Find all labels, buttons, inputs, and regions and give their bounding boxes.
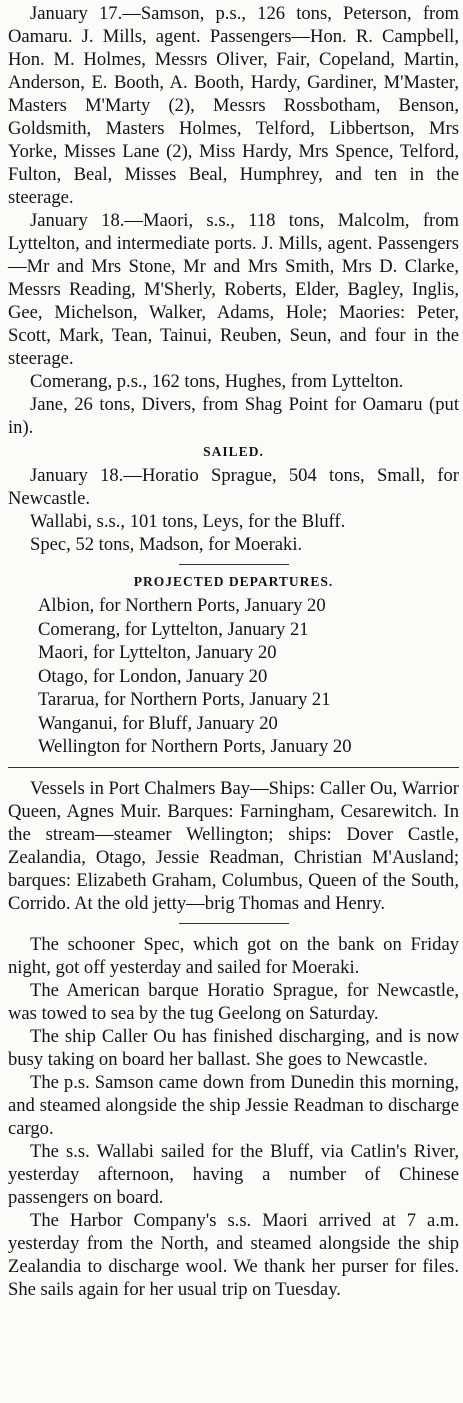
section-divider (179, 923, 289, 924)
vessels-in-port: Vessels in Port Chalmers Bay—Ships: Caller Ou, Warrior Queen, Agnes Muir. Barques: Farningham, Cesarewitch. In the stream—steamer Wellington; ships: Dover Castle, Zealandia, Otago, Jessie Readman, Christian M'Ausland; barques: Elizabeth Graham, Columbus, Queen of the South, Corrido. At the old jetty—brig Thomas and Henry. (8, 777, 459, 914)
departures-heading: PROJECTED DEPARTURES. (133, 574, 334, 589)
news-samson: The p.s. Samson came down from Dunedin this morning, and steamed alongside the ship Jessie Readman to discharge cargo. (8, 1071, 459, 1139)
departure-tararua: Tararua, for Northern Ports, January 21 (38, 689, 331, 710)
departures-list (8, 594, 459, 759)
departure-maori: Maori, for Lyttelton, January 20 (38, 642, 277, 663)
news-maori: The Harbor Company's s.s. Maori arrived at 7 a.m. yesterday from the North, and steamed alongside the ship Zealandia to discharge wool. We thank her purser for files. She sails again for her usual trip on Tuesday. (8, 1209, 459, 1300)
departure-wellington: Wellington for Northern Ports, January 20 (38, 736, 352, 757)
arrival-maori: January 18.—Maori, s.s., 118 tons, Malcolm, from Lyttelton, and intermediate ports. J. Mills, agent. Passengers—Mr and Mrs Stone, Mr and Mrs Smith, Mrs D. Clarke, Messrs Reading, M'Sherly, Roberts, Elder, Bagley, Inglis, Gee, Michelson, Walker, Adams, Hole; Maories: Peter, Scott, Mark, Tean, Tainui, Reuben, Seun, and four in the steerage. (8, 210, 459, 369)
departure-albion: Albion, for Northern Ports, January 20 (38, 595, 326, 616)
arrivals-section (8, 2, 459, 439)
sailed-section (8, 464, 459, 556)
departure-comerang: Comerang, for Lyttelton, January 21 (38, 618, 309, 640)
section-divider (179, 564, 289, 565)
sailed-heading: SAILED. (203, 444, 264, 459)
news-horatio-sprague: The American barque Horatio Sprague, for Newcastle, was towed to sea by the tug Geelong on Saturday. (8, 979, 459, 1024)
sailed-wallabi: Wallabi, s.s., 101 tons, Leys, for the Bluff. (30, 511, 346, 532)
departure-wanganui: Wanganui, for Bluff, January 20 (38, 712, 278, 734)
arrival-samson: January 17.—Samson, p.s., 126 tons, Peterson, from Oamaru. J. Mills, agent. Passengers—Hon. R. Campbell, Hon. M. Holmes, Messrs Oliver, Fair, Copeland, Martin, Anderson, E. Booth, A. Booth, Hardy, Gardiner, M'Master, Masters M'Marty (2), Messrs Rossbotham, Benson, Goldsmith, Masters Holmes, Telford, Libbertson, Mrs Yorke, Misses Lane (2), Miss Hardy, Mrs Spence, Telford, Fulton, Beal, Misses Beal, Humphrey, and ten in the steerage. (8, 3, 459, 208)
departure-otago: Otago, for London, January 20 (38, 665, 268, 687)
news-caller-ou: The ship Caller Ou has finished discharging, and is now busy taking on board her ballast. She goes to Newcastle. (8, 1025, 459, 1070)
shipping-news (8, 933, 459, 1301)
sailed-spec: Spec, 52 tons, Madson, for Moeraki. (30, 534, 303, 555)
arrival-comerang: Comerang, p.s., 162 tons, Hughes, from Lyttelton. (30, 371, 404, 392)
sailed-horatio-sprague: January 18.—Horatio Sprague, 504 tons, Small, for Newcastle. (8, 465, 459, 509)
news-wallabi: The s.s. Wallabi sailed for the Bluff, via Catlin's River, yesterday afternoon, having a number of Chinese passengers on board. (8, 1140, 459, 1208)
news-schooner-spec: The schooner Spec, which got on the bank on Friday night, got off yesterday and sailed for Moeraki. (8, 933, 459, 978)
arrival-jane: Jane, 26 tons, Divers, from Shag Point for Oamaru (put in). (8, 394, 459, 438)
section-divider (8, 767, 459, 768)
